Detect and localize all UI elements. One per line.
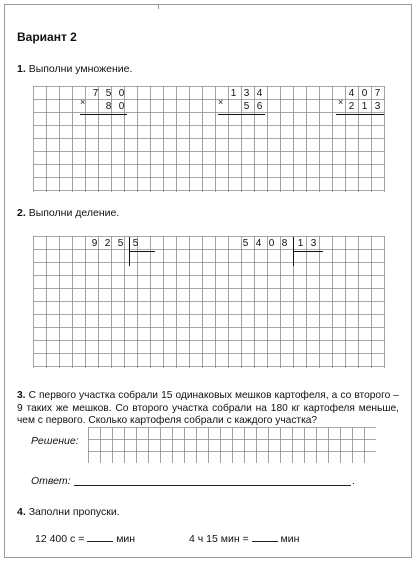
task3-number: 3.	[17, 390, 26, 401]
digit: 3	[243, 88, 250, 99]
fill-item-1-unit: мин	[116, 533, 136, 545]
variant-title: Вариант 2	[17, 30, 77, 44]
fill-item-1-expr: 12 400 с =	[35, 533, 85, 545]
times-sign: ×	[80, 97, 86, 107]
digit: 8	[105, 101, 112, 112]
digit: 9	[91, 238, 98, 249]
fill-item-2	[189, 531, 299, 546]
answer-label: Ответ:	[31, 475, 71, 487]
fill-item-2-unit: мин	[280, 533, 300, 545]
task1-text: Выполни умножение.	[28, 63, 133, 75]
digit: 7	[92, 88, 99, 99]
task4-number: 4.	[17, 506, 26, 518]
task3-text: С первого участка собрали 15 одинаковых мешков картофеля, а со второго – 9 таких же мешков. Со второго участка собрали на 180 кг картофеля меньше, чем с первого. Сколько картофеля собрали с каждого участка?	[17, 390, 399, 427]
task1-number: 1.	[17, 63, 26, 75]
digit: 7	[374, 88, 381, 99]
digit: 4	[256, 88, 263, 99]
digit: 2	[104, 238, 111, 249]
digit: 1	[361, 101, 368, 112]
digit: 5	[105, 88, 112, 99]
digit: 1	[297, 238, 304, 249]
quotient-line	[129, 251, 155, 252]
digit: 5	[243, 101, 250, 112]
digit: 4	[348, 88, 355, 99]
task2-number: 2.	[17, 207, 26, 219]
digit: 3	[374, 101, 381, 112]
multiply-underline	[336, 114, 384, 115]
digit: 1	[230, 88, 237, 99]
digit: 5	[117, 238, 124, 249]
digit: 2	[348, 101, 355, 112]
digit: 3	[310, 238, 317, 249]
solution-label: Решение:	[31, 435, 79, 447]
multiplication-grid	[33, 86, 385, 192]
fill-item-1	[35, 531, 135, 546]
digit: 0	[361, 88, 368, 99]
quotient-line	[293, 251, 323, 252]
digit: 4	[255, 238, 262, 249]
multiply-underline	[218, 114, 265, 115]
task4-title	[17, 505, 120, 519]
digit: 8	[281, 238, 288, 249]
multiply-underline	[80, 114, 127, 115]
task1-title	[17, 62, 132, 76]
fill-item-2-expr: 4 ч 15 мин =	[189, 533, 249, 545]
task2-text: Выполни деление.	[28, 207, 120, 219]
solution-grid[interactable]	[88, 427, 376, 463]
digit: 0	[118, 101, 125, 112]
times-sign: ×	[218, 97, 224, 107]
digit: 0	[118, 88, 125, 99]
digit: 0	[268, 238, 275, 249]
times-sign: ×	[338, 97, 344, 107]
scan-mark	[158, 5, 159, 9]
fill-blank-1[interactable]	[87, 531, 113, 542]
answer-line[interactable]	[74, 485, 351, 486]
task3-problem	[17, 390, 399, 428]
task2-title	[17, 206, 119, 220]
division-grid	[33, 236, 385, 368]
task4-text: Заполни пропуски.	[28, 506, 120, 518]
digit: 6	[256, 101, 263, 112]
answer-period: .	[352, 475, 355, 487]
digit: 5	[242, 238, 249, 249]
digit: 5	[132, 238, 139, 249]
fill-blank-2[interactable]	[252, 531, 278, 542]
